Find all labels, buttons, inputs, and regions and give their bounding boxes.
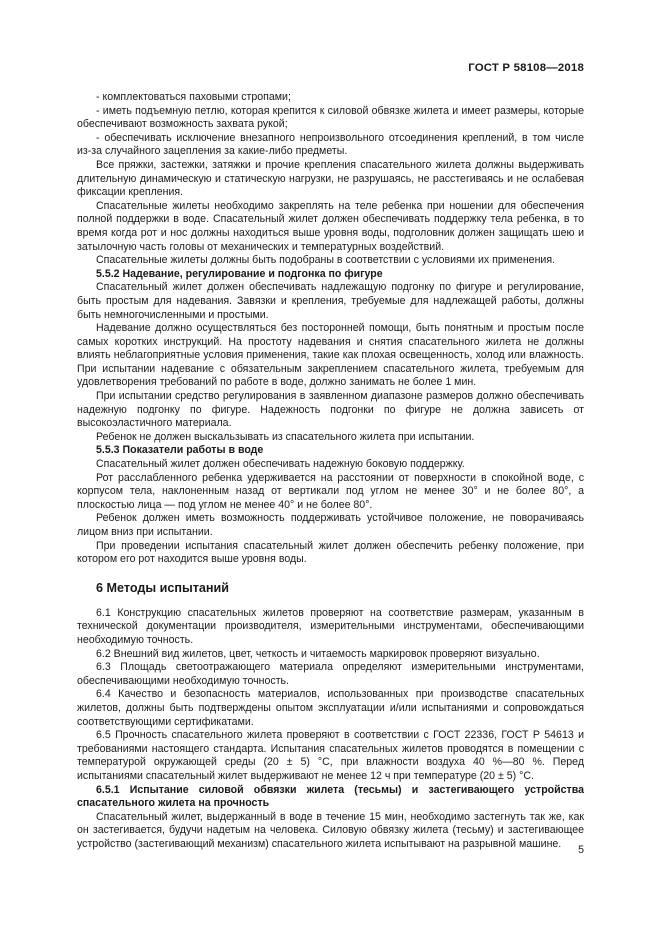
- paragraph: Ребенок не должен выскальзывать из спасательного жилета при испытании.: [96, 430, 475, 443]
- paragraph: Спасательный жилет, выдержанный в воде в течение 15 мин, необходимо застегнуть так же, как он застегивается, будучи надетым на человека. Силовую обвязку жилета (тесьму) и застегивающее устройство (застегивающий механизм) спасательного жилета испытывают на разрывной машине.: [77, 810, 584, 850]
- subsection-heading: 5.5.3 Показатели работы в воде: [96, 444, 264, 457]
- document-header: ГОСТ Р 58108—2018: [468, 62, 584, 74]
- paragraph: Спасательный жилет должен обеспечивать надежную боковую поддержку.: [96, 458, 465, 471]
- paragraph: 6.3 Площадь светоотражающего материала определяют измерительными инструментами, обеспечивающими необходимую точность.: [77, 661, 584, 687]
- paragraph: Ребенок должен иметь возможность поддерживать устойчивое положение, не поворачиваясь лицом вниз при испытании.: [77, 512, 584, 538]
- list-item: - обеспечивать исключение внезапного непроизвольного отсоединения креплений, в том числе из-за случайного зацепления за какие-либо предметы.: [77, 131, 584, 158]
- paragraph: Спасательный жилет должен обеспечивать надлежащую подгонку по фигуре и регулирование, быть простым для надевания. Завязки и крепления, требуемые для надлежащей работы, должны быть немногочисленными и простыми.: [77, 281, 584, 321]
- paragraph: 6.5 Прочность спасательного жилета проверяют в соответствии с ГОСТ 22336, ГОСТ Р 54613 и требованиями настоящего стандарта. Испытания спасательных жилетов проводятся в помещении с температурой окружающей среды (20 ± 5) °С, при влажности воздуха 40 %—80 %. Перед испытаниями спасательный жилет выдерживают не менее 12 ч при температуре (20 ± 5) °С.: [77, 729, 584, 782]
- section-heading: 6 Методы испытаний: [96, 580, 229, 595]
- paragraph: При проведении испытания спасательный жилет должен обеспечить ребенку положение, при котором его рот находится выше уровня воды.: [77, 539, 584, 566]
- paragraph: 6.1 Конструкцию спасательных жилетов проверяют на соответствие размерам, указанным в технической документации производителя, измерительными инструментами, обеспечивающими необходимую точность.: [77, 606, 584, 646]
- paragraph: Рот расслабленного ребенка удерживается на расстоянии от поверхности в спокойной воде, с корпусом тела, наклоненным назад от вертикали под углом не менее 30° и не более 80°, а плоскостью лица — под углом не менее 40° и не более 80°.: [77, 471, 584, 511]
- paragraph: 6.2 Внешний вид жилетов, цвет, четкость и читаемость маркировок проверяют визуально.: [96, 647, 540, 660]
- paragraph: 6.4 Качество и безопасность материалов, использованных при производстве спасательных жилетов, должны быть подтверждены опытом эксплуатации и/или испытаниями и сопровождаться соответствующими сертификатами.: [77, 688, 584, 728]
- list-item: - иметь подъемную петлю, которая крепится к силовой обвязке жилета и имеет размеры, которые обеспечивают возможность захвата рукой;: [77, 104, 584, 131]
- subsection-heading: 6.5.1 Испытание силовой обвязки жилета (тесьмы) и застегивающего устройства спасательного жилета на прочность: [77, 783, 584, 810]
- paragraph: Все пряжки, застежки, затяжки и прочие крепления спасательного жилета должны выдерживать длительную динамическую и статическую нагрузки, не разрушаясь, не расстегиваясь и не ослабевая фиксации крепления.: [77, 158, 584, 199]
- subsection-heading: 5.5.2 Надевание, регулирование и подгонка по фигуре: [96, 267, 383, 280]
- paragraph: Надевание должно осуществляться без посторонней помощи, быть понятным и простым после самых коротких инструкций. На простоту надевания и снятия спасательного жилета не должны влиять неблагоприятные условия применения, такие как плохая освещенность, холод или влажность. При испытании надевание с обязательным закреплением спасательного жилета, требуемым для удовлетворения требований по работе в воде, должно занимать не более 1 мин.: [77, 322, 584, 389]
- paragraph: Спасательные жилеты необходимо закреплять на теле ребенка при ношении для обеспечения полной поддержки в воде. Спасательный жилет должен обеспечивать поддержку тела ребенка, в то время когда рот и нос должны находиться выше уровня воды, подголовник должен защищать шею и затылочную часть головы от механических и температурных воздействий.: [77, 199, 584, 253]
- document-body: [77, 91, 584, 851]
- paragraph: Спасательные жилеты должны быть подобраны в соответствии с условиями их применения.: [96, 254, 556, 267]
- list-item: - комплектоваться паховыми стропами;: [96, 91, 291, 103]
- paragraph: При испытании средство регулирования в заявленном диапазоне размеров должно обеспечивать надежную подгонку по фигуре. Надежность подгонки по фигуре не должна зависеть от высокоэластичного материала.: [77, 390, 584, 430]
- page-number: 5: [578, 844, 584, 856]
